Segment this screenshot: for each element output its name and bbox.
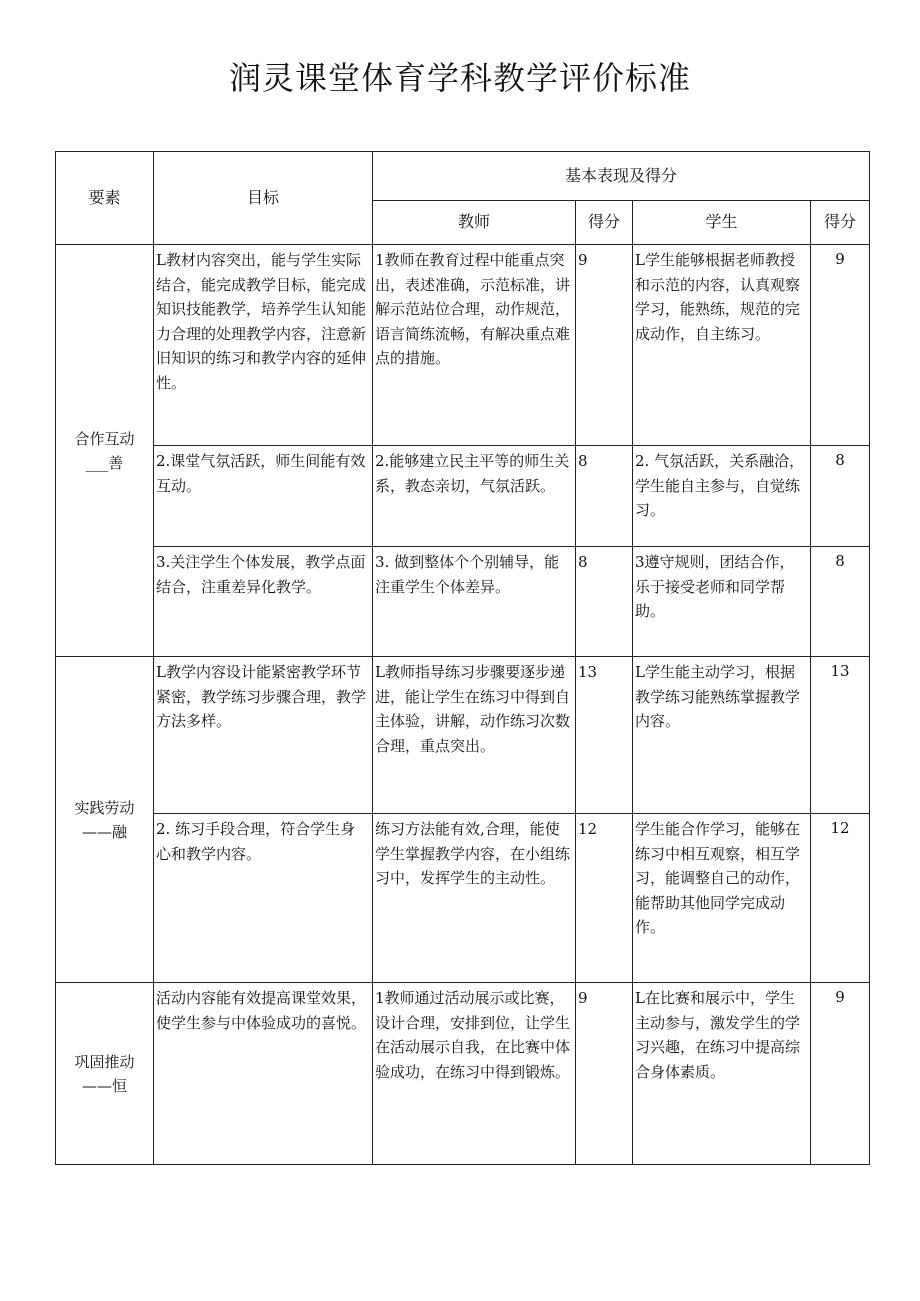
element-name: 合作互动 [74,429,135,448]
teacher-score-cell: 12 [576,814,633,983]
student-cell: 学生能合作学习，能够在练习中相互观察，相互学习，能调整自己的动作，能帮助其他同学完成动作。 [633,814,811,983]
header-teacher-score: 得分 [576,201,633,245]
goal-cell: 2.课堂气氛活跃，师生间能有效互动。 [154,446,373,547]
goal-cell: 3.关注学生个体发展，教学点面结合，注重差异化教学。 [154,547,373,657]
table-row [56,446,870,547]
teacher-cell: L教师指导练习步骤要逐步递进，能让学生在练习中得到自主体验，讲解，动作练习次数合理，重点突出。 [373,657,576,814]
element-cell [56,657,154,983]
teacher-score-cell: 9 [576,245,633,446]
teacher-cell: 1教师在教育过程中能重点突出，表述准确，示范标准，讲解示范站位合理，动作规范，语言简练流畅，有解决重点难点的措施。 [373,245,576,446]
student-cell: L学生能主动学习，根据教学练习能熟练掌握教学内容。 [633,657,811,814]
goal-cell: L教材内容突出，能与学生实际结合，能完成教学目标，能完成知识技能教学，培养学生认知能力合理的处理教学内容，注意新旧知识的练习和教学内容的延伸性。 [154,245,373,446]
header-basic-performance: 基本表现及得分 [373,152,870,201]
header-goal: 目标 [154,152,373,245]
student-score-cell: 9 [811,983,870,1165]
header-teacher: 教师 [373,201,576,245]
table-row [56,547,870,657]
table-row [56,657,870,814]
teacher-cell: 1教师通过活动展示或比赛，设计合理，安排到位，让学生在活动展示自我，在比赛中体验成功，在练习中得到锻炼。 [373,983,576,1165]
student-score-cell: 12 [811,814,870,983]
student-score-cell: 13 [811,657,870,814]
element-cell [56,245,154,657]
goal-cell: 活动内容能有效提高课堂效果，使学生参与中体验成功的喜悦。 [154,983,373,1165]
goal-cell: L教学内容设计能紧密教学环节紧密，教学练习步骤合理，教学方法多样。 [154,657,373,814]
table-row [56,814,870,983]
goal-cell: 2. 练习手段合理，符合学生身心和教学内容。 [154,814,373,983]
student-score-cell: 9 [811,245,870,446]
student-score-cell: 8 [811,547,870,657]
element-name: 巩固推动 [74,1052,135,1071]
header-student-score: 得分 [811,201,870,245]
element-suffix: ——融 [81,822,127,841]
teacher-score-cell: 9 [576,983,633,1165]
header-element: 要素 [56,152,154,245]
teacher-score-cell: 13 [576,657,633,814]
element-suffix: ___善 [85,453,124,472]
student-cell: 2. 气氛活跃，关系融洽，学生能自主参与，自觉练习。 [633,446,811,547]
teacher-cell: 练习方法能有效,合理，能使学生掌握教学内容，在小组练习中，发挥学生的主动性。 [373,814,576,983]
element-suffix: ——恒 [81,1076,127,1095]
evaluation-table [55,151,870,1165]
header-student: 学生 [633,201,811,245]
student-score-cell: 8 [811,446,870,547]
element-cell [56,983,154,1165]
teacher-cell: 2.能够建立民主平等的师生关系，教态亲切，气氛活跃。 [373,446,576,547]
student-cell: L学生能够根据老师教授和示范的内容，认真观察学习，能熟练，规范的完成动作，自主练习。 [633,245,811,446]
element-name: 实践劳动 [74,798,135,817]
student-cell: L在比赛和展示中，学生主动参与，激发学生的学习兴趣，在练习中提高综合身体素质。 [633,983,811,1165]
table-row [56,983,870,1165]
page-title: 润灵课堂体育学科教学评价标准 [228,59,691,97]
student-cell: 3遵守规则，团结合作，乐于接受老师和同学帮助。 [633,547,811,657]
teacher-score-cell: 8 [576,547,633,657]
teacher-cell: 3. 做到整体个个别辅导，能注重学生个体差异。 [373,547,576,657]
table-row [56,245,870,446]
teacher-score-cell: 8 [576,446,633,547]
